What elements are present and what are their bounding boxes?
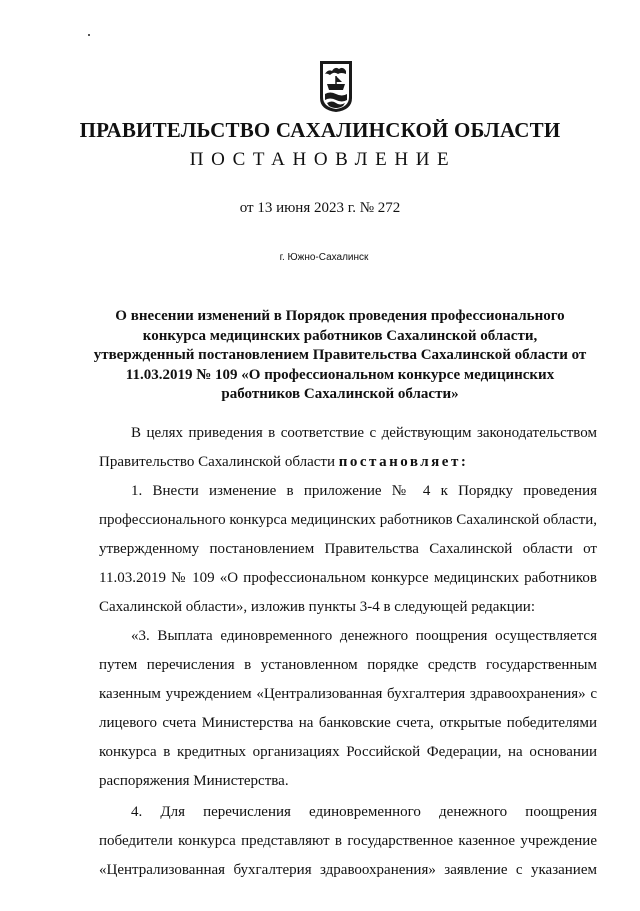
document-city: г. Южно-Сахалинск <box>279 252 369 263</box>
body-line <box>99 448 597 477</box>
subject-line: работников Сахалинской области» <box>221 386 459 403</box>
coat-of-arms-icon <box>319 60 353 113</box>
scan-speck <box>88 34 90 36</box>
subject-line: 11.03.2019 № 109 «О профессиональном конкурсе медицинских <box>125 366 555 383</box>
body-line: Сахалинской области», изложив пункты 3-4 в следующей редакции: <box>99 599 536 615</box>
body-line: путем перечисления в установленном порядке средств государственным <box>99 657 597 673</box>
body-line: «3. Выплата единовременного денежного поощрения осуществляется <box>131 628 597 644</box>
body-line: В целях приведения в соответствие с действующим законодательством <box>131 425 597 441</box>
government-title: ПРАВИТЕЛЬСТВО САХАЛИНСКОЙ ОБЛАСТИ <box>79 118 561 142</box>
body-line: лицевого счета Министерства на банковские счета, открытые победителями <box>99 715 597 731</box>
body-text: Правительство Сахалинской области <box>99 454 339 470</box>
body-line: утвержденному постановлением Правительства Сахалинской области от <box>99 541 597 557</box>
subject-line: конкурса медицинских работников Сахалинской области, <box>142 327 538 344</box>
document-body <box>99 419 597 885</box>
subject-line: утвержденный постановлением Правительства Сахалинской области от <box>93 347 587 364</box>
subject-line: О внесении изменений в Порядок проведения профессионального <box>115 308 565 324</box>
body-line: «Централизованная бухгалтерия здравоохранения» заявление с указанием <box>99 862 597 878</box>
body-line: победители конкурса представляют в государственное казенное учреждение <box>99 833 597 849</box>
document-date-number: от 13 июня 2023 г. № 272 <box>239 200 401 216</box>
document-subject <box>80 307 600 405</box>
body-line: конкурса в кредитных организациях Российской Федерации, на основании <box>99 744 597 760</box>
body-line: 4. Для перечисления единовременного денежного поощрения <box>131 804 597 820</box>
body-line: распоряжения Министерства. <box>99 773 289 789</box>
body-line: 1. Внести изменение в приложение № 4 к Порядку проведения <box>131 483 597 499</box>
document-type: ПОСТАНОВЛЕНИЕ <box>189 149 457 170</box>
resolution-word: постановляет: <box>338 454 469 470</box>
body-line: профессионального конкурса медицинских работников Сахалинской области, <box>99 512 597 528</box>
body-line: 11.03.2019 № 109 «О профессиональном конкурсе медицинских работников <box>99 570 597 586</box>
body-line: казенным учреждением «Централизованная бухгалтерия здравоохранения» с <box>99 686 597 702</box>
